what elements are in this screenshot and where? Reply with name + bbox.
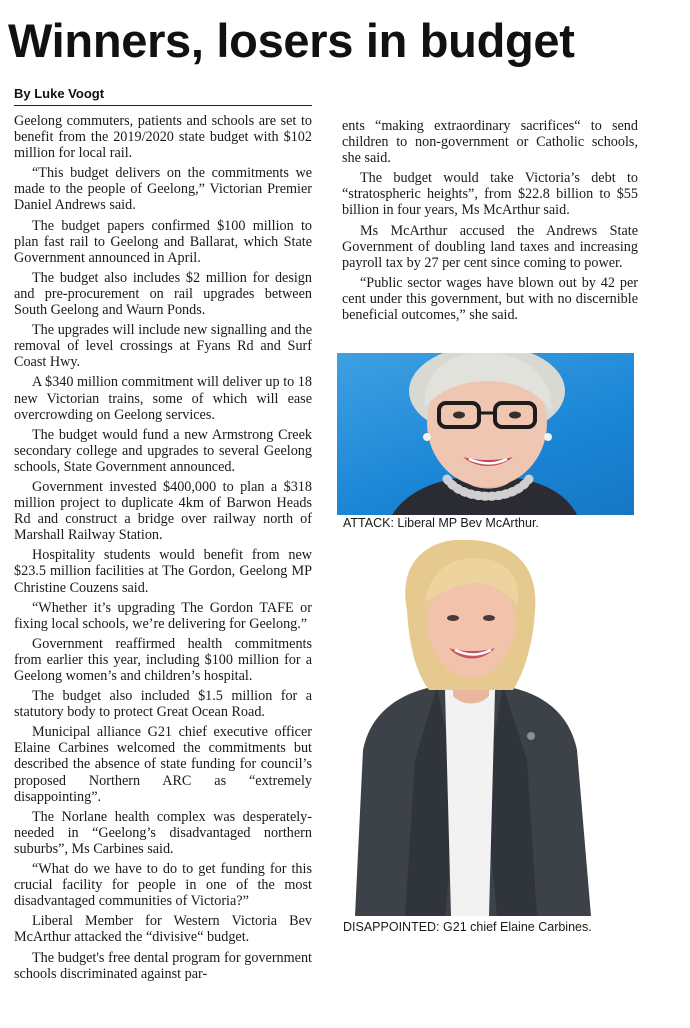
column2-paragraph: ents “making extraordinary sacrifices“ to send children to non-government or Catholic schools, she said. (342, 118, 638, 167)
photo-elaine-carbines (345, 540, 595, 916)
column2-paragraph: The budget would take Victoria’s debt to “stratospheric heights”, from $22.8 billion to $55 billion in four years, Ms McArthur said. (342, 170, 638, 219)
column1-paragraph: The budget also included $1.5 million for a statutory body to protect Great Ocean Road. (14, 688, 312, 721)
column1-paragraph: Liberal Member for Western Victoria Bev McArthur attacked the “divisive“ budget. (14, 913, 312, 946)
portrait-woman-blazer (345, 540, 595, 916)
photo-caption-1: ATTACK: Liberal MP Bev McArthur. (343, 516, 539, 530)
column1-paragraph: The upgrades will include new signalling and the removal of level crossings at Fyans Rd and Surf Coast Hwy. (14, 322, 312, 371)
column1-paragraph: The budget would fund a new Armstrong Creek secondary college and upgrades to several Geelong schools, State Government announced. (14, 426, 312, 475)
column1-paragraph: Geelong commuters, patients and schools are set to benefit from the 2019/2020 state budget with $102 million for local rail. (14, 113, 312, 162)
portrait-woman-glasses (337, 353, 634, 515)
byline: By Luke Voogt (14, 85, 312, 106)
column1-paragraph: “This budget delivers on the commitments we made to the people of Geelong,” Victorian Premier Daniel Andrews said. (14, 165, 312, 214)
headline: Winners, losers in budget (8, 14, 575, 67)
column1-paragraph: “What do we have to do to get funding for this crucial facility for people in one of the most disadvantaged communities of Victoria?” (14, 861, 312, 910)
article-column-1 (14, 113, 312, 986)
column1-paragraph: Hospitality students would benefit from new $23.5 million facilities at The Gordon, Geelong MP Christine Couzens said. (14, 547, 312, 596)
column1-paragraph: The budget papers confirmed $100 million to plan fast rail to Geelong and Ballarat, which State Government announced in April. (14, 217, 312, 266)
column1-paragraph: Government reaffirmed health commitments from earlier this year, including $100 million for a Geelong women’s and children’s hospital. (14, 635, 312, 684)
column1-paragraph: “Whether it’s upgrading The Gordon TAFE or fixing local schools, we’re delivering for Geelong.” (14, 599, 312, 632)
column1-paragraph: The budget's free dental program for government schools discriminated against par- (14, 949, 312, 982)
column1-paragraph: Municipal alliance G21 chief executive officer Elaine Carbines welcomed the commitments but described the absence of state funding for council’s proposed Northern ARC as “extremely disappointing”. (14, 724, 312, 805)
column1-paragraph: A $340 million commitment will deliver up to 18 new Victorian trains, some of which will ease overcrowding on Geelong services. (14, 374, 312, 423)
article-column-2 (342, 118, 638, 327)
column1-paragraph: Government invested $400,000 to plan a $318 million project to duplicate 4km of Barwon Heads Rd and construct a bridge over railway north of Marshall Railway Station. (14, 478, 312, 544)
photo-bev-mcarthur (337, 353, 634, 515)
photo-caption-2: DISAPPOINTED: G21 chief Elaine Carbines. (343, 920, 592, 934)
column2-paragraph: “Public sector wages have blown out by 42 per cent under this government, but with no discernible beneficial outcomes,” she said. (342, 274, 638, 324)
column1-paragraph: The Norlane health complex was desperately-needed in “Geelong’s disadvantaged northern suburbs”, Ms Carbines said. (14, 808, 312, 857)
column1-paragraph: The budget also includes $2 million for design and pre-procurement on rail upgrades between South Geelong and Waurn Ponds. (14, 269, 312, 319)
column2-paragraph: Ms McArthur accused the Andrews State Government of doubling land taxes and increasing payroll tax by 27 per cent since coming to power. (342, 222, 638, 271)
